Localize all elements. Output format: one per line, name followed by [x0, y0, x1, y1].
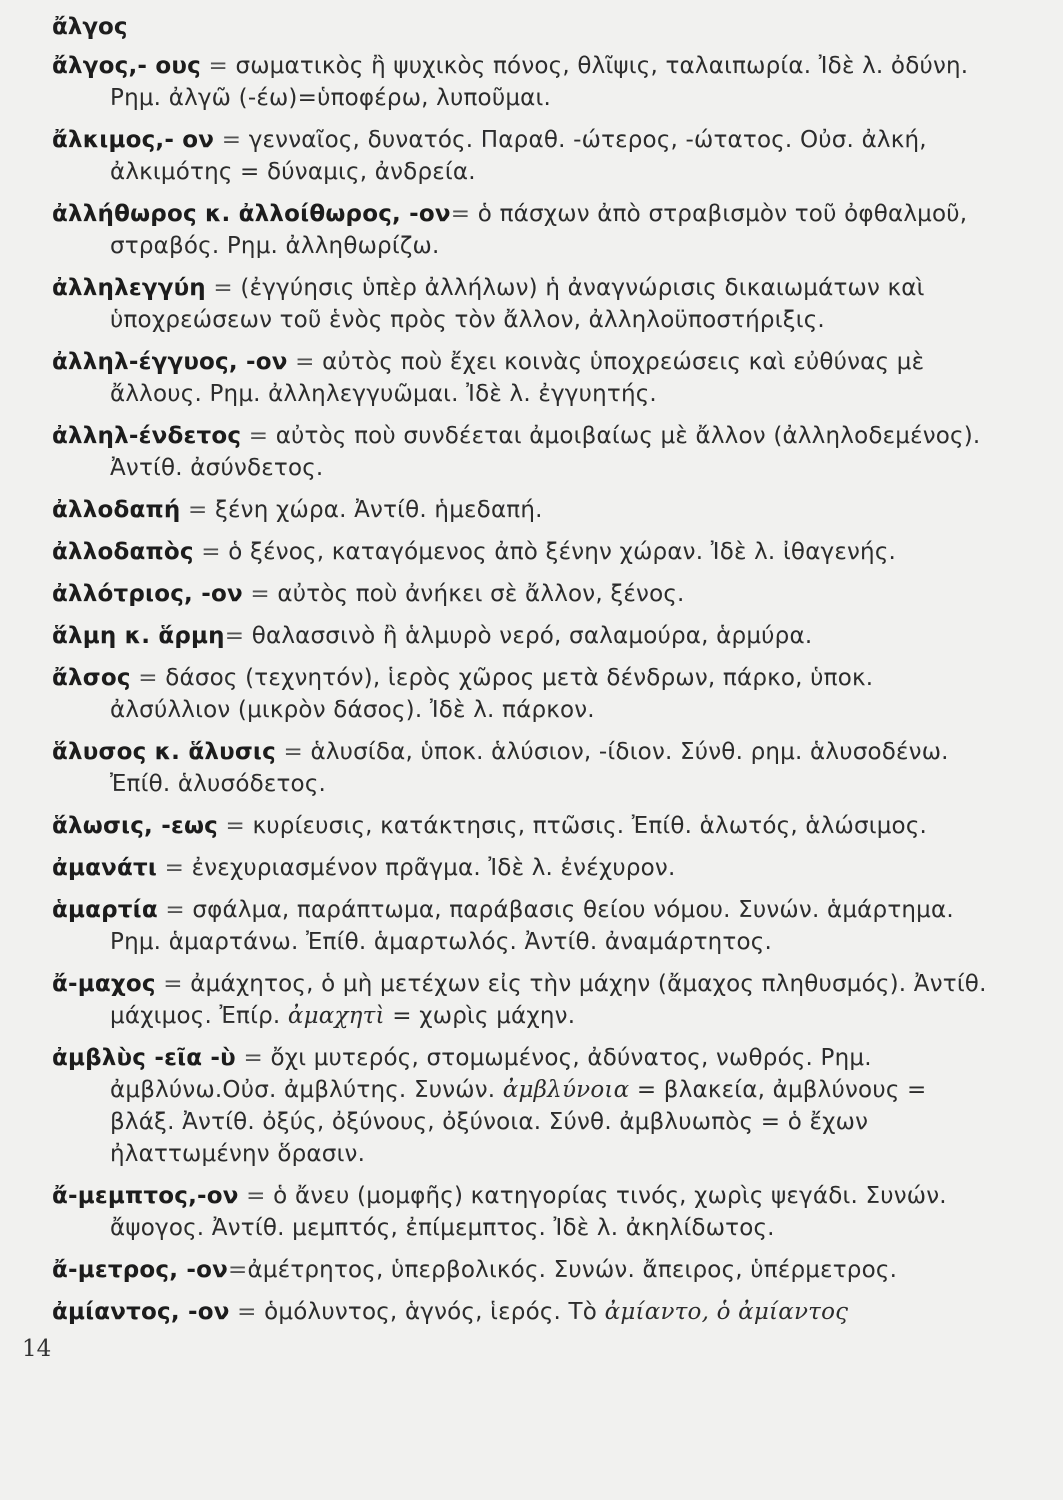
definition: αὐτὸς ποὺ ἔχει κοινὰς ὑποχρεώσεις καὶ εὐθύνας μὲ ἄλλους. Ρημ. ἀλληλεγγυῶμαι. Ἰδὲ λ. ἐγγυητής. [110, 349, 925, 407]
dictionary-entry: ἀμανάτι = ἐνεχυριασμένον πρᾶγμα. Ἰδὲ λ. ἐνέχυρον. [52, 855, 676, 881]
dictionary-entry: ἀλληλ-ένδετος = αὐτὸς ποὺ συνδέεται ἀμοιβαίως μὲ ἄλλον (ἀλληλοδεμένος). Ἀντίθ. ἀσύνδετος. [52, 423, 981, 481]
dictionary-entry: ἄ-μαχος = ἀμάχητος, ὁ μὴ μετέχων εἰς τὴν μάχην (ἄμαχος πληθυσμός). Ἀντίθ. μάχιμος. Ἐπίρ. ἀμαχητὶ = χωρὶς μάχην. [52, 971, 987, 1029]
definition: ὁ πάσχων ἀπὸ στραβισμὸν τοῦ ὀφθαλμοῦ, στραβός. Ρημ. ἀλληθωρίζω. [110, 201, 968, 259]
headword: ἀμανάτι [52, 855, 158, 881]
definition: σφάλμα, παράπτωμα, παράβασις θείου νόμου. Συνών. ἁμάρτημα. Ρημ. ἁμαρτάνω. Ἐπίθ. ἁμαρτωλός. Ἀντίθ. ἀναμάρτητος. [110, 897, 954, 955]
definition: ἀμάχητος, ὁ μὴ μετέχων εἰς τὴν μάχην (ἄμαχος πληθυσμός). Ἀντίθ. μάχιμος. Ἐπίρ. [110, 971, 987, 1029]
definition: (ἐγγύησις ὑπὲρ ἀλλήλων) ἡ ἀναγνώρισις δικαιωμάτων καὶ ὑποχρεώσεων τοῦ ἑνὸς πρὸς τὸν ἄλλον, ἀλληλοϋποστήριξις. [110, 275, 925, 333]
definition: ὁμόλυντος, ἁγνός, ἱερός. Τὸ [264, 1299, 598, 1325]
definition: θαλασσινὸ ἢ ἁλμυρὸ νερό, σαλαμούρα, ἁρμύρα. [251, 623, 813, 649]
headword: ἅλωσις, -εως [52, 813, 218, 839]
headword: ἀλλήθωρος κ. ἀλλοίθωρος, -ον [52, 201, 451, 227]
entry-list [52, 50, 992, 1338]
definition: ξένη χώρα. Ἀντίθ. ἡμεδαπή. [215, 497, 543, 523]
dictionary-entry: ἀλληλ-έγγυος, -ον = αὐτὸς ποὺ ἔχει κοινὰς ὑποχρεώσεις καὶ εὐθύνας μὲ ἄλλους. Ρημ. ἀλληλεγγυῶμαι. Ἰδὲ λ. ἐγγυητής. [52, 349, 925, 407]
headword: ἀλληλ-έγγυος, -ον [52, 349, 288, 375]
italic-term: ἀμαχητὶ [287, 1003, 385, 1029]
headword: ἀλλοδαπή [52, 497, 181, 523]
definition: ἀμέτρητος, ὑπερβολικός. Συνών. ἄπειρος, ὑπέρμετρος. [247, 1257, 898, 1283]
definition: ἁλυσίδα, ὑποκ. ἁλύσιον, -ίδιον. Σύνθ. ρημ. ἁλυσοδένω. Ἐπίθ. ἁλυσόδετος. [110, 739, 949, 797]
definition-tail: = βλακεία, ἀμβλύνους = βλάξ. Ἀντίθ. ὀξύς, ὀξύνους, ὀξύνοια. Σύνθ. ἀμβλυωπὸς = ὁ ἔχων ἠλαττωμένην ὅρασιν. [110, 1077, 927, 1167]
definition: αὐτὸς ποὺ συνδέεται ἀμοιβαίως μὲ ἄλλον (ἀλληλοδεμένος). Ἀντίθ. ἀσύνδετος. [110, 423, 981, 481]
headword: ἁμαρτία [52, 897, 158, 923]
definition: αὐτὸς ποὺ ἀνήκει σὲ ἄλλον, ξένος. [277, 581, 685, 607]
headword: ἄλκιμος,- ον [52, 127, 215, 153]
headword: ἄ-μετρος, -ον [52, 1257, 229, 1283]
definition: σωματικὸς ἢ ψυχικὸς πόνος, θλῖψις, ταλαιπωρία. Ἰδὲ λ. ὀδύνη. Ρημ. ἀλγῶ (-έω)=ὑποφέρω, λυποῦμαι. [110, 53, 969, 111]
dictionary-entry: ἀλλότριος, -ον = αὐτὸς ποὺ ἀνήκει σὲ ἄλλον, ξένος. [52, 581, 685, 607]
italic-term: ἀμβλύνοια [502, 1077, 630, 1103]
headword: ἅλυσος κ. ἅλυσις [52, 739, 276, 765]
page-number: 14 [22, 1336, 52, 1362]
definition: ὄχι μυτερός, στομωμένος, ἀδύνατος, νωθρός. Ρημ. ἀμβλύνω.Οὐσ. ἀμβλύτης. Συνών. [110, 1045, 872, 1103]
dictionary-entry: ἅλυσος κ. ἅλυσις = ἁλυσίδα, ὑποκ. ἁλύσιον, -ίδιον. Σύνθ. ρημ. ἁλυσοδένω. Ἐπίθ. ἁλυσόδετος. [52, 739, 949, 797]
dictionary-entry: ἄλγος,- ους = σωματικὸς ἢ ψυχικὸς πόνος, θλῖψις, ταλαιπωρία. Ἰδὲ λ. ὀδύνη. Ρημ. ἀλγῶ (-έω)=ὑποφέρω, λυποῦμαι. [52, 53, 969, 111]
dictionary-entry: ἀλλοδαπή = ξένη χώρα. Ἀντίθ. ἡμεδαπή. [52, 497, 543, 523]
dictionary-entry: ἄλκιμος,- ον = γενναῖος, δυνατός. Παραθ. -ώτερος, -ώτατος. Οὐσ. ἀλκή, ἀλκιμότης = δύναμις, ἀνδρεία. [52, 127, 927, 185]
definition: δάσος (τεχνητόν), ἱερὸς χῶρος μετὰ δένδρων, πάρκο, ὑποκ. ἀλσύλλιον (μικρὸν δάσος). Ἰδὲ λ. πάρκον. [110, 665, 874, 723]
dictionary-entry: ἄ-μεμπτος,-ον = ὁ ἄνευ (μομφῆς) κατηγορίας τινός, χωρὶς ψεγάδι. Συνών. ἄψογος. Ἀντίθ. μεμπτός, ἐπίμεμπτος. Ἰδὲ λ. ἀκηλίδωτος. [52, 1183, 947, 1241]
definition: ὁ ἄνευ (μομφῆς) κατηγορίας τινός, χωρὶς ψεγάδι. Συνών. ἄψογος. Ἀντίθ. μεμπτός, ἐπίμεμπτος. Ἰδὲ λ. ἀκηλίδωτος. [110, 1183, 947, 1241]
dictionary-entry: ἅλμη κ. ἅρμη= θαλασσινὸ ἢ ἁλμυρὸ νερό, σαλαμούρα, ἁρμύρα. [52, 623, 813, 649]
dictionary-entry: ἄλσος = δάσος (τεχνητόν), ἱερὸς χῶρος μετὰ δένδρων, πάρκο, ὑποκ. ἀλσύλλιον (μικρὸν δάσος). Ἰδὲ λ. πάρκον. [52, 665, 874, 723]
headword: ἄ-μαχος [52, 971, 156, 997]
headword: ἀλληλ-ένδετος [52, 423, 242, 449]
dictionary-entry: ἀλλήθωρος κ. ἀλλοίθωρος, -ον= ὁ πάσχων ἀπὸ στραβισμὸν τοῦ ὀφθαλμοῦ, στραβός. Ρημ. ἀλληθωρίζω. [52, 201, 968, 259]
dictionary-entry: ἀμβλὺς -εῖα -ὺ = ὄχι μυτερός, στομωμένος, ἀδύνατος, νωθρός. Ρημ. ἀμβλύνω.Οὐσ. ἀμβλύτης. Συνών. ἀμβλύνοια = βλακεία, ἀμβλύνους = βλάξ. Ἀντίθ. ὀξύς, ὀξύνους, ὀξύνοια. Σύνθ. ἀμβλυωπὸς = ὁ ἔχων ἠλαττωμένην ὅρασιν. [52, 1045, 927, 1167]
definition-tail: = χωρὶς μάχην. [392, 1003, 576, 1029]
dictionary-entry: ἀλλοδαπὸς = ὁ ξένος, καταγόμενος ἀπὸ ξένην χώραν. Ἰδὲ λ. ἰθαγενής. [52, 539, 897, 565]
headword: ἀμίαντος, -ον [52, 1299, 230, 1325]
headword: ἀμβλὺς -εῖα -ὺ [52, 1045, 236, 1071]
dictionary-entry: ἁμαρτία = σφάλμα, παράπτωμα, παράβασις θείου νόμου. Συνών. ἁμάρτημα. Ρημ. ἁμαρτάνω. Ἐπίθ. ἁμαρτωλός. Ἀντίθ. ἀναμάρτητος. [52, 897, 954, 955]
headword: ἀλλοδαπὸς [52, 539, 194, 565]
definition: ὁ ξένος, καταγόμενος ἀπὸ ξένην χώραν. Ἰδὲ λ. ἰθαγενής. [228, 539, 897, 565]
italic-term: ἀμίαντο, ὁ ἀμίαντος [604, 1299, 849, 1325]
dictionary-entry: ἅλωσις, -εως = κυρίευσις, κατάκτησις, πτῶσις. Ἐπίθ. ἁλωτός, ἁλώσιμος. [52, 813, 928, 839]
dictionary-entry: ἀμίαντος, -ον = ὁμόλυντος, ἁγνός, ἱερός. Τὸ ἀμίαντο, ὁ ἀμίαντος [52, 1299, 849, 1325]
headword: ἄλσος [52, 665, 131, 691]
headword: ἄλγος,- ους [52, 53, 201, 79]
running-head: ἄλγος [52, 14, 128, 40]
dictionary-entry: ἀλληλεγγύη = (ἐγγύησις ὑπὲρ ἀλλήλων) ἡ ἀναγνώρισις δικαιωμάτων καὶ ὑποχρεώσεων τοῦ ἑνὸς πρὸς τὸν ἄλλον, ἀλληλοϋποστήριξις. [52, 275, 925, 333]
dictionary-entry: ἄ-μετρος, -ον=ἀμέτρητος, ὑπερβολικός. Συνών. ἄπειρος, ὑπέρμετρος. [52, 1257, 898, 1283]
definition: γενναῖος, δυνατός. Παραθ. -ώτερος, -ώτατος. Οὐσ. ἀλκή, ἀλκιμότης = δύναμις, ἀνδρεία. [110, 127, 927, 185]
definition: ἐνεχυριασμένον πρᾶγμα. Ἰδὲ λ. ἐνέχυρον. [191, 855, 676, 881]
headword: ἀλλότριος, -ον [52, 581, 243, 607]
headword: ἅλμη κ. ἅρμη [52, 623, 225, 649]
headword: ἀλληλεγγύη [52, 275, 206, 301]
definition: κυρίευσις, κατάκτησις, πτῶσις. Ἐπίθ. ἁλωτός, ἁλώσιμος. [252, 813, 928, 839]
headword: ἄ-μεμπτος,-ον [52, 1183, 239, 1209]
